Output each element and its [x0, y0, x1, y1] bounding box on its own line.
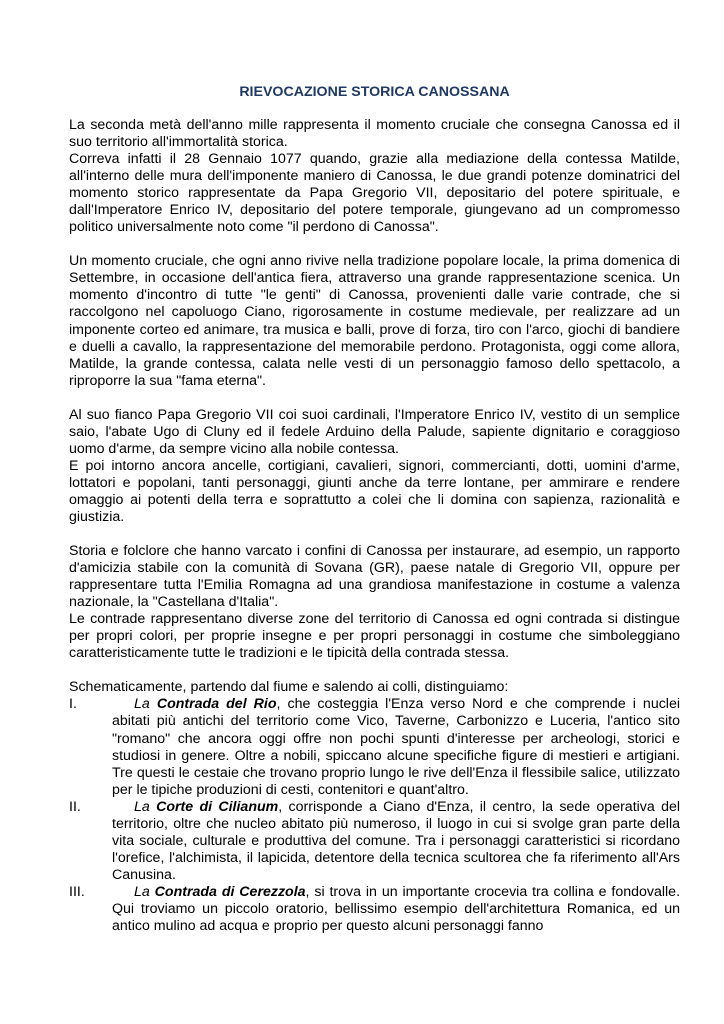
paragraph-2 [69, 253, 680, 389]
document-title: RIEVOCAZIONE STORICA CANOSSANA [239, 84, 510, 100]
list-item-article: La [134, 883, 150, 900]
paragraph-line: La seconda metà dell'anno mille rappresenta il momento cruciale che consegna Canossa ed il suo territorio all'immortalità storica. [69, 117, 680, 151]
list-item-name: Corte di Cilianum [156, 798, 279, 815]
contrade-list [69, 696, 680, 935]
list-item-text: , si trova in un importante crocevia tra collina e fondovalle. Qui troviamo un piccolo oratorio, bellissimo esempio dell'architettura Romanica, ed un antico mulino ad acqua e proprio per questo alcuni personaggi fanno [112, 883, 681, 935]
list-item-number: III. [69, 883, 85, 900]
list-item-text: , corrisponde a Ciano d'Enza, il centro, la sede operativa del territorio, oltre che nucleo abitato più numeroso, il luogo in cui si svolge gran parte della vita sociale, culturale e produttiva del comune. Tra i personaggi caratteristici si ricordano l'orefice, l'alchimista, il lapicida, detentore della tecnica scultorea che fa riferimento all'Ars Canusina. [112, 798, 681, 883]
list-intro: Schematicamente, partendo dal fiume e salendo ai colli, distinguiamo: [69, 679, 509, 696]
paragraph-line: Le contrade rappresentano diverse zone del territorio di Canossa ed ogni contrada si distingue per propri colori, per proprie insegne e per propri personaggi in costume che simboleggiano caratteristicamente tutte le tradizioni e le tipicità della contrada stessa. [69, 611, 680, 662]
list-item-number: II. [69, 798, 81, 815]
paragraph-1 [69, 117, 680, 236]
paragraph-line: Correva infatti il 28 Gennaio 1077 quando, grazie alla mediazione della contessa Matilde, all'interno delle mura dell'imponente maniero di Canossa, le due grandi potenze dominatrici del momento storico rappresentate da Papa Gregorio VII, depositario del potere spirituale, e dall'Imperatore Enrico IV, depositario del potere temporale, giungevano ad un compromesso politico universalmente noto come "il perdono di Canossa". [69, 151, 680, 236]
list-item [69, 696, 680, 798]
list-item-body [112, 696, 680, 798]
list-item-article: La [134, 696, 150, 713]
paragraph-line: Storia e folclore che hanno varcato i confini di Canossa per instaurare, ad esempio, un rapporto d'amicizia stabile con la comunità di Sovana (GR), paese natale di Gregorio VII, oppure per rappresentare tutta l'Emilia Romagna ad una grandiosa manifestazione in costume a valenza nazionale, la "Castellana d'Italia". [69, 543, 680, 611]
paragraph-3 [69, 407, 680, 526]
list-item [69, 799, 680, 884]
list-item-body [112, 799, 680, 884]
document-page [69, 84, 680, 935]
list-item-name: Contrada di Cerezzola [154, 883, 306, 900]
list-item-name: Contrada del Rio [156, 696, 277, 713]
list-item [69, 884, 680, 935]
paragraph-line: E poi intorno ancora ancelle, cortigiani, cavalieri, signori, commercianti, dotti, uomini d'arme, lottatori e popolani, tanti personaggi, giunti anche da terre lontane, per ammirare e rendere omaggio ai potenti della terra e soprattutto a colei che li domina con sapienza, razionalità e giustizia. [69, 457, 680, 525]
list-item-article: La [134, 798, 150, 815]
list-item-text: , che costeggia l'Enza verso Nord e che comprende i nuclei abitati più antichi del territorio come Vico, Taverne, Carbonizzo e Luceria, l'antico sito "romano" che ancora oggi offre non pochi spunti d'interesse per archeologi, storici e studiosi in genere. Oltre a nobili, spiccano alcune specifiche figure di mestieri e artigiani. Tre questi le cestaie che trovano proprio lungo le rive dell'Enza il flessibile salice, utilizzato per le tipiche produzioni di cesti, contenitori e quant'altro. [112, 696, 680, 798]
paragraph-line: Al suo fianco Papa Gregorio VII coi suoi cardinali, l'Imperatore Enrico IV, vestito di un semplice saio, l'abate Ugo di Cluny ed il fedele Arduino della Palude, sapiente dignitario e coraggioso uomo d'arme, da sempre vicino alla nobile contessa. [69, 406, 680, 457]
paragraph-4 [69, 543, 680, 662]
paragraph-line: Un momento cruciale, che ogni anno rivive nella tradizione popolare locale, la prima domenica di Settembre, in occasione dell'antica fiera, attraverso una grande rappresentazione scenica. Un momento d'incontro di tutte "le genti" di Canossa, provenienti dalle varie contrade, che si raccolgono nel capoluogo Ciano, rigorosamente in costume medievale, per realizzare ad un imponente corteo ed animare, tra musica e balli, prove di forza, tiro con l'arco, giochi di bandiere e duelli a cavallo, la rappresentazione del memorabile perdono. Protagonista, oggi come allora, Matilde, la grande contessa, calata nelle vesti di un personaggio famoso dello spettacolo, a riproporre la sua "fama eterna". [69, 253, 680, 389]
list-item-number: I. [69, 696, 77, 713]
list-item-body [112, 884, 680, 935]
